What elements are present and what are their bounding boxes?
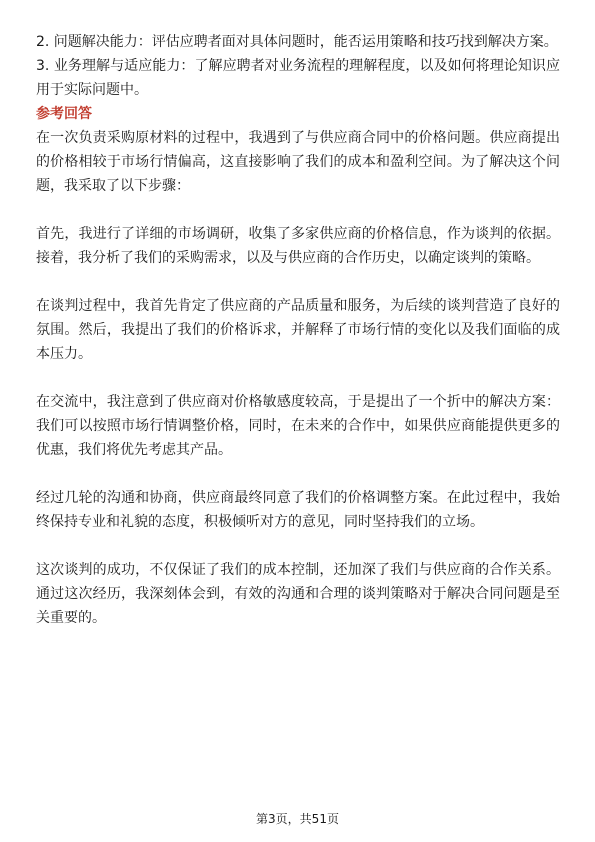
answer-paragraph-2: 首先，我进行了详细的市场调研，收集了多家供应商的价格信息，作为谈判的依据。接着，我分析了我们的采购需求，以及与供应商的合作历史，以确定谈判的策略。: [36, 226, 560, 266]
paragraph-spacer: [36, 198, 560, 222]
answer-paragraph-6: 这次谈判的成功，不仅保证了我们的成本控制，还加深了我们与供应商的合作关系。通过这次经历，我深刻体会到，有效的沟通和合理的谈判策略对于解决合同问题是至关重要的。: [36, 562, 560, 626]
answer-heading: 参考回答: [36, 106, 92, 122]
paragraph-spacer: [36, 366, 560, 390]
paragraph-spacer: [36, 534, 560, 558]
paragraph-spacer: [36, 270, 560, 294]
criteria-item-2: 2. 问题解决能力：评估应聘者面对具体问题时，能否运用策略和技巧找到解决方案。: [36, 34, 558, 50]
answer-paragraph-1: 在一次负责采购原材料的过程中，我遇到了与供应商合同中的价格问题。供应商提出的价格相较于市场行情偏高，这直接影响了我们的成本和盈利空间。为了解决这个问题，我采取了以下步骤：: [36, 130, 560, 194]
answer-paragraph-4: 在交流中，我注意到了供应商对价格敏感度较高，于是提出了一个折中的解决方案：我们可以按照市场行情调整价格，同时，在未来的合作中，如果供应商能提供更多的优惠，我们将优先考虑其产品。: [36, 394, 560, 458]
answer-paragraph-3: 在谈判过程中，我首先肯定了供应商的产品质量和服务，为后续的谈判营造了良好的氛围。然后，我提出了我们的价格诉求，并解释了市场行情的变化以及我们面临的成本压力。: [36, 298, 560, 362]
page-number: 第3页，共51页: [256, 812, 339, 826]
criteria-item-3: 3. 业务理解与适应能力：了解应聘者对业务流程的理解程度，以及如何将理论知识应用于实际问题中。: [36, 58, 560, 98]
document-page: [36, 30, 560, 630]
answer-paragraph-5: 经过几轮的沟通和协商，供应商最终同意了我们的价格调整方案。在此过程中，我始终保持专业和礼貌的态度，积极倾听对方的意见，同时坚持我们的立场。: [36, 490, 560, 530]
paragraph-spacer: [36, 462, 560, 486]
